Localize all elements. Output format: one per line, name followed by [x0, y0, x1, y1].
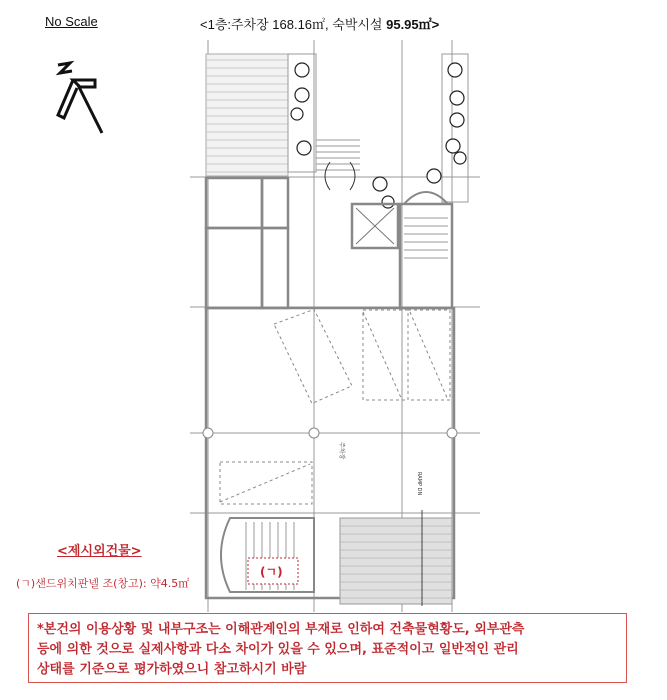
title-bold-area: 95.95㎡>	[386, 17, 440, 32]
north-arrow-icon	[40, 55, 130, 145]
floor-plan	[190, 40, 480, 612]
title-text: <1층:주차장 168.16㎡, 숙박시설	[200, 17, 387, 32]
disclaimer-line: 등에 의한 것으로 실제사항과 다소 차이가 있을 수 있으며, 표준적이고 일반적인 관리	[37, 642, 519, 657]
parking-lot-label: 주차장	[338, 442, 345, 460]
annex-marker: (ㄱ)	[260, 565, 283, 579]
scale-label: No Scale	[45, 14, 98, 29]
page-title	[200, 14, 439, 33]
disclaimer-line: *본건의 이용상황 및 내부구조는 이해관계인의 부재로 인하여 건축물현황도, 외부관측	[37, 622, 525, 637]
ramp-label: RAMP DN	[416, 472, 422, 496]
disclaimer-line: 상태를 기준으로 평가하였으니 참고하시기 바람	[37, 662, 307, 677]
disclaimer-box	[28, 613, 627, 683]
annex-section-title: <제시외건물>	[57, 544, 142, 559]
annex-section-note: (ㄱ)샌드위치판넬 조(창고): 약4.5㎡	[16, 577, 190, 590]
